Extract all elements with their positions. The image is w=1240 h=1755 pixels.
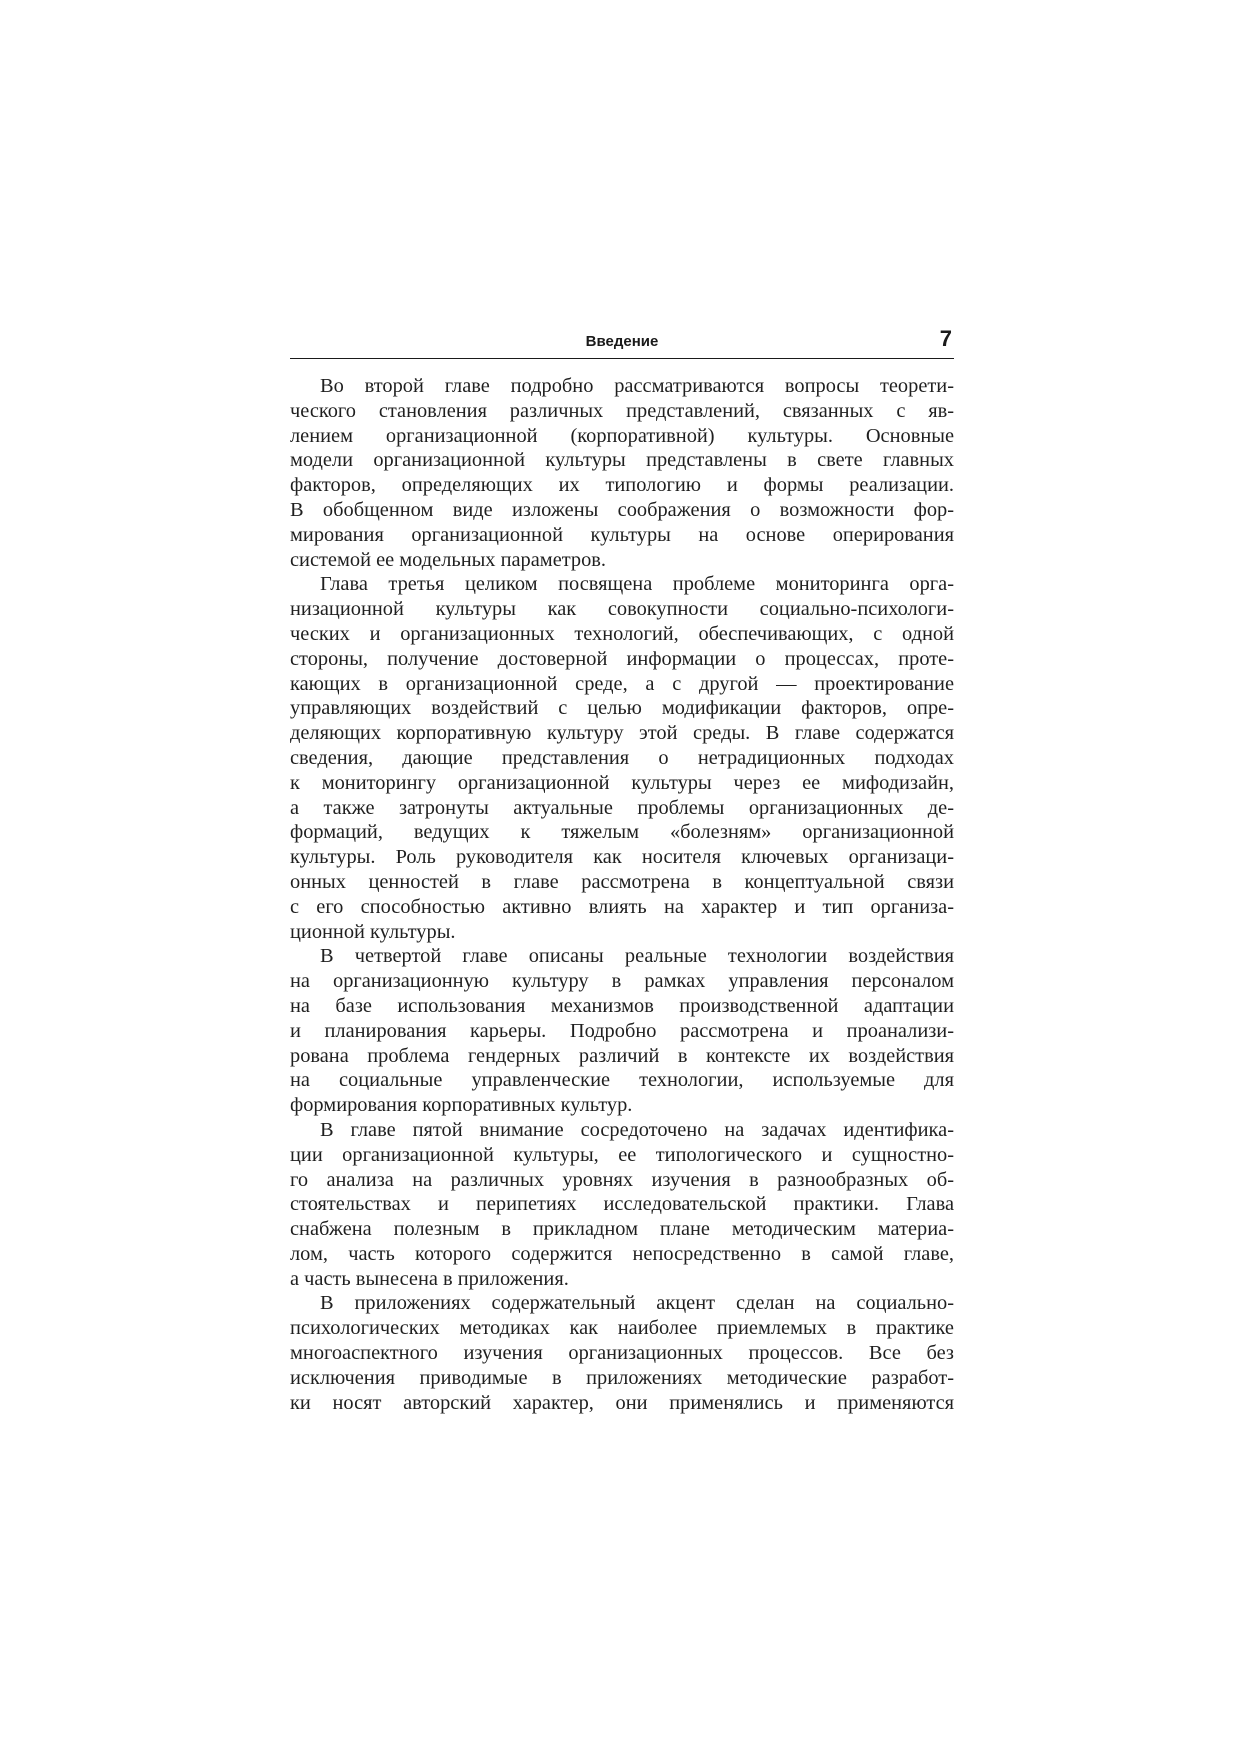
paragraph bbox=[290, 1291, 954, 1415]
text-line: Глава третья целиком посвящена проблеме мониторинга орга- bbox=[320, 573, 954, 596]
text-line: мирования организационной культуры на основе оперирования bbox=[290, 523, 954, 546]
text-line: а также затронуты актуальные проблемы организационных де- bbox=[290, 796, 954, 819]
text-line: формаций, ведущих к тяжелым «болезням» организационной bbox=[290, 821, 954, 844]
section-title: Введение bbox=[585, 333, 659, 350]
text-line: деляющих корпоративную культуру этой среды. В главе содержатся bbox=[290, 722, 954, 745]
body-text bbox=[290, 374, 954, 1415]
text-line: на базе использования механизмов производственной адаптации bbox=[290, 994, 954, 1017]
text-line: Во второй главе подробно рассматриваются вопросы теорети- bbox=[320, 375, 954, 397]
paragraph bbox=[290, 572, 954, 944]
text-line: стороны, получение достоверной информации о процессах, проте- bbox=[290, 647, 954, 670]
text-line: ционной культуры. bbox=[290, 920, 456, 943]
text-line: исключения приводимые в приложениях методические разработ- bbox=[290, 1366, 954, 1389]
text-line: формирования корпоративных культур. bbox=[290, 1094, 633, 1117]
text-line: и планирования карьеры. Подробно рассмотрена и проанализи- bbox=[290, 1019, 954, 1042]
text-line: а часть вынесена в приложения. bbox=[290, 1267, 569, 1290]
text-line: ческого становления различных представлений, связанных с яв- bbox=[290, 399, 954, 422]
text-line: сведения, дающие представления о нетрадиционных подходах bbox=[290, 746, 954, 769]
text-line: В четвертой главе описаны реальные технологии воздействия bbox=[320, 945, 954, 968]
page-number: 7 bbox=[939, 326, 952, 351]
text-line: ции организационной культуры, ее типологического и сущностно- bbox=[290, 1143, 954, 1166]
text-line: низационной культуры как совокупности социально-психологи- bbox=[290, 598, 954, 621]
text-line: системой ее модельных параметров. bbox=[290, 548, 607, 571]
text-line: го анализа на различных уровнях изучения в разнообразных об- bbox=[290, 1168, 954, 1191]
text-line: рована проблема гендерных различий в контексте их воздействия bbox=[290, 1044, 954, 1067]
text-line: многоаспектного изучения организационных процессов. Все без bbox=[290, 1342, 954, 1365]
text-line: В приложениях содержательный акцент сделан на социально- bbox=[320, 1292, 954, 1315]
paragraph bbox=[290, 374, 954, 572]
paragraph bbox=[290, 944, 954, 1118]
text-line: снабжена полезным в прикладном плане методическим материа- bbox=[290, 1218, 954, 1241]
text-line: управляющих воздействий с целью модификации факторов, опре- bbox=[290, 697, 954, 720]
paragraph bbox=[290, 1118, 954, 1292]
text-line: на социальные управленческие технологии, используемые для bbox=[290, 1069, 954, 1092]
text-line: В главе пятой внимание сосредоточено на задачах идентифика- bbox=[320, 1118, 954, 1141]
text-line: кающих в организационной среде, а с другой — проектирование bbox=[290, 672, 954, 695]
text-line: культуры. Роль руководителя как носителя ключевых организаци- bbox=[290, 846, 954, 869]
text-line: психологических методиках как наиболее приемлемых в практике bbox=[290, 1317, 954, 1340]
text-line: стоятельствах и перипетиях исследовательской практики. Глава bbox=[290, 1193, 954, 1216]
text-line: ческих и организационных технологий, обеспечивающих, с одной bbox=[290, 622, 954, 645]
text-line: лом, часть которого содержится непосредственно в самой главе, bbox=[290, 1242, 954, 1265]
text-line: факторов, определяющих их типологию и формы реализации. bbox=[290, 474, 954, 497]
text-line: ки носят авторский характер, они применялись и применяются bbox=[290, 1391, 954, 1414]
text-line: к мониторингу организационной культуры через ее мифодизайн, bbox=[290, 771, 954, 794]
text-line: на организационную культуру в рамках управления персоналом bbox=[290, 970, 954, 993]
running-header bbox=[290, 328, 954, 359]
text-line: В обобщенном виде изложены соображения о возможности фор- bbox=[290, 498, 954, 521]
text-line: онных ценностей в главе рассмотрена в концептуальной связи bbox=[290, 870, 954, 893]
text-line: с его способностью активно влиять на характер и тип организа- bbox=[290, 895, 954, 918]
text-line: лением организационной (корпоративной) культуры. Основные bbox=[290, 424, 954, 447]
text-line: модели организационной культуры представлены в свете главных bbox=[290, 449, 954, 472]
